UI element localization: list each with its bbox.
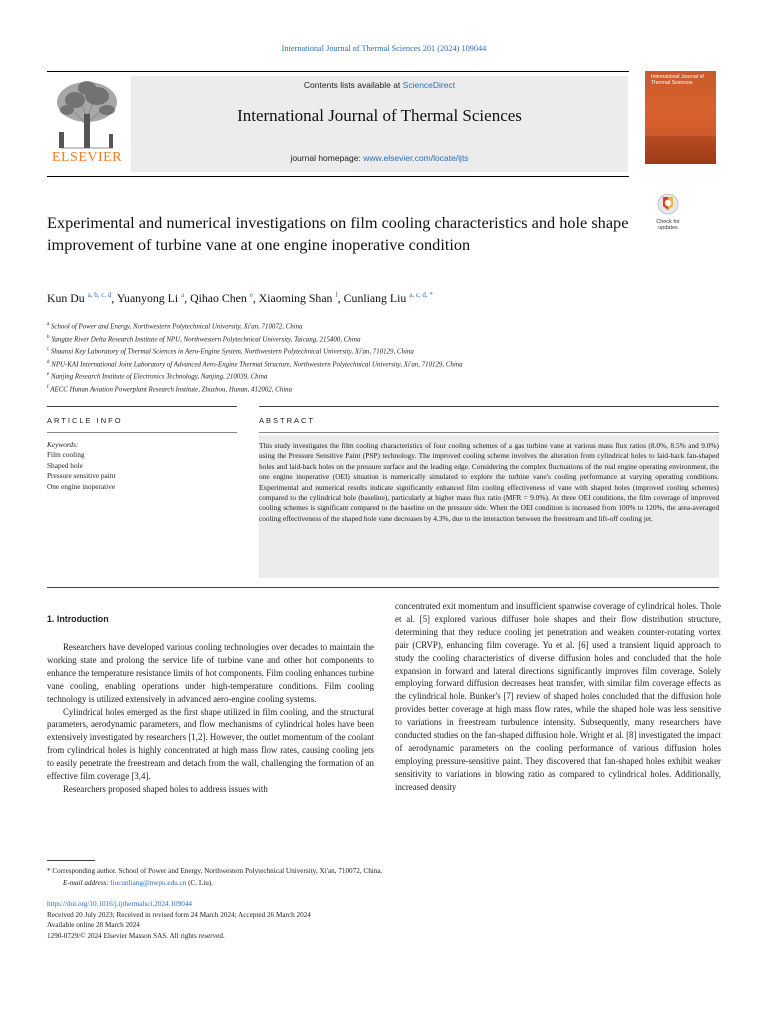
author-affiliation-ref[interactable]: a	[181, 291, 185, 300]
author-name: Cunliang Liu	[343, 291, 407, 305]
check-for-updates-line1: Check for	[656, 219, 680, 225]
header-top-rule	[47, 71, 629, 72]
footnote-rule	[47, 860, 95, 861]
keyword-list	[47, 440, 237, 492]
abstract-panel	[259, 435, 719, 578]
journal-title: International Journal of Thermal Sciences	[237, 106, 522, 125]
doi-link[interactable]: https://doi.org/10.1016/j.ijthermalsci.2024.109044	[47, 900, 193, 908]
email-link[interactable]: liucunliang@nwpu.edu.cn	[110, 878, 187, 887]
affiliation-item: $^b$ Yangtze River Delta Research Institute of NPU, Northwestern Polytechnical University, Taicang, 215400, China	[47, 334, 361, 343]
cover-title: International Journal of Thermal Sciences	[651, 74, 704, 86]
body-paragraph: concentrated exit momentum and insufficient spanwise coverage of cylindrical holes. Thole et al. [5] explored various diffuser hole shapes and their flow distribution structure, determining that they reduce cooling jet penetration and weaken counter-rotating vortex pair (CRVP), enhancing film coverage. Yu et al. [6] used a transient liquid approach to study the cooling characteristics of diverse diffusion holes and concluded that the hole expansion in forward and lateral directions significantly improves film coverage. Solely employing forward diffusion decreases heat transfer, with similar film coverage effects as the cylindrical hole. Bunker's [7] review of shaped holes concluded that the diffusion hole provides better coverage at high mass flow rates, while the shaped hole was less sensitive to variations in freestream turbulence intensity. Subsequently, many researchers have conducted studies on the fan-shaped diffusion hole. Wright et al. [8] investigated the impact of aerodynamic parameters on the cooling performance of various diffusion holes employing pressure-sensitive paint. They discovered that fan-shaped holes exhibit weaker sensitivity to variations in blowing ratio as compared to cylindrical holes. Additionally, increased density	[395, 601, 721, 792]
affiliation-item: $^d$ NPU-KAI International Joint Laboratory of Advanced Aero-Engine Thermal Structure, Northwestern Polytechnical University, Xi'an, 710129, China	[47, 359, 463, 368]
sciencedirect-link[interactable]: ScienceDirect	[402, 80, 456, 90]
journal-homepage-link[interactable]: www.elsevier.com/locate/ijts	[363, 153, 469, 163]
publication-info	[47, 899, 727, 941]
email-line	[47, 878, 727, 890]
paper-title: Experimental and numerical investigations on film cooling characteristics and hole shape improvement of turbine vane at one engine inoperative condition	[47, 213, 629, 254]
check-for-updates-badge[interactable]	[648, 193, 688, 233]
body-right-column	[395, 600, 721, 794]
author-affiliation-ref[interactable]: a, b, c, d	[87, 291, 112, 300]
body-left-column	[47, 641, 374, 796]
corresponding-author-text: * Corresponding author. School of Power and Energy, Northwestern Polytechnical University, Xi'an, 710072, China.	[47, 867, 383, 875]
affiliation-item: $^c$ Shaanxi Key Laboratory of Thermal Sciences in Aero-Engine System, Northwestern Polytechnical University, Xi'an, 710129, China	[47, 347, 414, 356]
body-paragraph: Researchers proposed shaped holes to address issues with	[63, 783, 268, 794]
author-affiliation-ref[interactable]: f	[335, 291, 338, 300]
abstract-text: This study investigates the film cooling characteristics of four cooling schemes of a gas turbine vane at various mass flux ratios (8.0%, 8.5% and 9.0%) using the Pressure Sensitive Paint (PSP) technology. The improved cooling scheme involves the alteration from cylindrical holes to laid-back fan-shaped holes and laid-back holes on the pressure surface and the leading edge. Considering the complex fluctuations of the real engine operating environment, the one engine inoperative (OEI) situation is numerically simulated to explore the turbine vane's cooling performance at varying operating conditions. Experimental and numerical results indicate significantly enhanced film cooling effectiveness of vane with shaped holes (improved cooling schemes) compared to the cylindrical hole (baseline), particularly at higher mass flux ratio (MFR = 9.0%). At three OEI conditions, the film coverage of improved cooling schemes is significant compared to the baseline on the pressure side. When the OEI condition is increased from 100% to 120%, the area-averaged cooling effectiveness of the shaped hole vane decreases by 4.3%, due to the interaction between the freestream and lift-off cooling jet.	[259, 441, 719, 523]
author-affiliation-ref[interactable]: a, c, d, *	[409, 291, 433, 300]
contents-available-line	[131, 80, 628, 90]
abstract-sub-rule	[259, 432, 719, 433]
abstract-heading: ABSTRACT	[259, 416, 316, 425]
check-for-updates-icon	[657, 193, 679, 215]
affiliation-item: $^a$ School of Power and Energy, Northwestern Polytechnical University, Xi'an, 710072, China	[47, 322, 303, 331]
abstract-bottom-rule	[47, 587, 719, 588]
elsevier-tree-logo-icon	[47, 76, 127, 150]
cover-band	[645, 136, 716, 164]
corresponding-author-footnote	[47, 866, 727, 889]
journal-cover-image[interactable]	[645, 71, 716, 164]
received-dates: Received 20 July 2023; Received in revised form 24 March 2024; Accepted 26 March 2024	[47, 910, 311, 919]
email-suffix: (C. Liu).	[186, 878, 214, 887]
article-info-sub-rule	[47, 432, 237, 433]
keyword-item: Shaped hole	[47, 460, 83, 470]
available-online-date: Available online 28 March 2024	[47, 921, 140, 930]
contents-prefix: Contents lists available at	[303, 80, 403, 90]
copyright-line: 1290-0729/© 2024 Elsevier Masson SAS. All rights reserved.	[47, 931, 225, 940]
elsevier-wordmark: ELSEVIER	[51, 150, 123, 165]
header-bottom-rule	[47, 176, 629, 177]
journal-citation[interactable]: International Journal of Thermal Sciences 201 (2024) 109044	[281, 44, 487, 53]
affiliation-list	[47, 320, 687, 395]
keyword-item: Film cooling	[47, 450, 85, 460]
author-affiliation-ref[interactable]: e	[249, 291, 253, 300]
journal-homepage-line	[131, 153, 628, 163]
affiliation-item: $^f$ AECC Hunan Aviation Powerplant Research Institute, Zhuzhou, Hunan, 412002, China	[47, 384, 293, 393]
email-label: E-mail address:	[63, 878, 111, 887]
author-name: Qihao Chen	[190, 291, 247, 305]
section-heading-introduction: 1. Introduction	[47, 614, 109, 624]
article-info-top-rule	[47, 406, 237, 407]
author-name: Xiaoming Shan	[258, 291, 333, 305]
body-paragraph: Researchers have developed various cooling technologies over decades to maintain the working state and prolong the service life of turbine vane and other hot components to enhance the temperature resistance limits of hot components. Film cooling enhances turbine vane cooling, enabling operations under high-temperature conditions. Film cooling technology is utilized extensively in advanced aero-engine cooling systems.	[47, 642, 374, 704]
body-paragraph: Cylindrical holes emerged as the first shape utilized in film cooling, and the structural parameters, aerodynamic parameters, and flow mechanisms of cylindrical holes have been extensively investigated by researchers [1,2]. However, the outlet momentum of the coolant from cylindrical holes is highly concentrated at high mass flow rates, causing cooling jets to easily penetrate the freestream and detach from the wall, challenging the formation of an effective film coverage [3,4].	[47, 706, 374, 782]
affiliation-item: $^e$ Nanjing Research Institute of Electronics Technology, Nanjing, 210039, China	[47, 372, 268, 381]
author-name: Kun Du	[47, 291, 85, 305]
abstract-top-rule	[259, 406, 719, 407]
article-info-heading: ARTICLE INFO	[47, 416, 123, 425]
homepage-prefix: journal homepage:	[290, 153, 364, 163]
author-name: Yuanyong Li	[116, 291, 179, 305]
author-list: Kun Du $^{a, b, c, d}$, Yuanyong Li $^a$, Qihao Chen $^e$, Xiaoming Shan $^f$, Cunliang Liu $^{a, c, d, *}$	[47, 291, 433, 305]
check-for-updates-line2: updates	[658, 224, 678, 231]
keywords-label: Keywords:	[47, 440, 79, 449]
keyword-item: Pressure sensitive paint	[47, 471, 116, 481]
keyword-item: One engine inoperative	[47, 481, 116, 491]
